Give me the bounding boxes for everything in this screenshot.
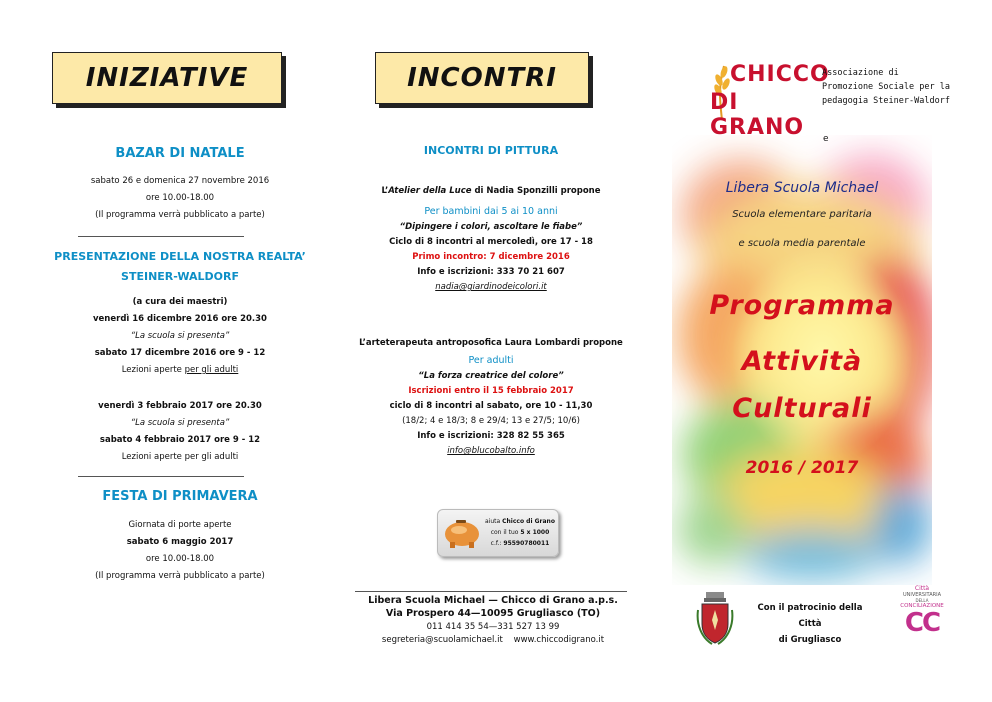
- atelier-intro-pre: L’: [381, 186, 389, 196]
- atelier-intro: [337, 183, 645, 200]
- atelier-email-link[interactable]: nadia@giardinodeicolori.it: [435, 282, 547, 292]
- event-note-2: [30, 362, 330, 379]
- section-title-iniziative: INIZIATIVE: [52, 52, 282, 104]
- badge-line-3: [484, 539, 556, 549]
- badge-line-2-b: 5 x 1000: [520, 529, 550, 536]
- event-quote-2-text: La scuola si presenta”: [135, 418, 230, 428]
- footer-contacts: [341, 634, 645, 646]
- arteterapia-info: Info e iscrizioni: 328 82 55 365: [417, 431, 565, 441]
- footer-email-link[interactable]: segreteria@scuolamichael.it: [381, 635, 503, 645]
- presentazione-cura: (a cura dei maestri): [132, 297, 228, 307]
- arteterapia-registration: Iscrizioni entro il 15 febbraio 2017: [408, 386, 574, 396]
- section-title-incontri: INCONTRI: [375, 52, 589, 104]
- cc-line-4: CONCILIAZIONE: [900, 603, 944, 609]
- event-date-1: venerdì 16 dicembre 2016 ore 20.30: [93, 314, 267, 324]
- atelier-quote: “Dipingere i colori, ascoltare le fiabe”: [399, 222, 583, 232]
- event-date-4: sabato 4 febbraio 2017 ore 9 - 12: [99, 435, 261, 445]
- logo-line-2-b: GRANO: [710, 115, 805, 140]
- arteterapia-dates: (18/2; 4 e 18/3; 8 e 29/4; 13 e 27/5; 10/6): [402, 416, 580, 426]
- program-year: 2016 / 2017: [745, 458, 859, 478]
- five-per-mille-badge: [437, 509, 559, 557]
- presentazione-heading-2: STEINER-WALDORF: [121, 270, 239, 283]
- program-title-3: Culturali: [732, 393, 872, 424]
- column-iniziative: [30, 0, 330, 702]
- bazar-hours: ore 10.00-18.00: [145, 193, 215, 203]
- patronage-line-2: di Grugliasco: [778, 635, 842, 645]
- event-note-2-a: Lezioni aperte: [121, 365, 185, 375]
- patronage-line-1: Con il patrocinio della Città: [757, 603, 863, 629]
- atelier-intro-name: Atelier della Luce: [388, 186, 472, 196]
- event-note-2-b: per gli adulti: [184, 365, 239, 375]
- arteterapia-intro: L’arteterapeuta antroposofica Laura Lombardi propone: [359, 338, 623, 348]
- badge-line-3-a: c.f.:: [490, 540, 504, 547]
- cc-mark-text: CC: [904, 608, 940, 638]
- festa-hours: ore 10.00-18.00: [145, 554, 215, 564]
- festa-heading: FESTA DI PRIMAVERA: [102, 489, 258, 504]
- citta-conciliazione-logo: [892, 585, 952, 645]
- badge-line-1-b: Chicco di Grano: [502, 518, 555, 525]
- school-type-2: e scuola media parentale: [738, 238, 866, 249]
- logo-line-1: CHICCO: [730, 62, 830, 87]
- divider: [78, 236, 244, 237]
- association-line-3: pedagogia Steiner-Waldorf: [822, 96, 950, 106]
- logo-line-2: [710, 90, 828, 140]
- column-cover: [672, 0, 972, 702]
- association-description: [822, 66, 950, 108]
- cc-line-3: DELLA: [915, 598, 929, 603]
- footer-address: Via Prospero 44—10095 Grugliasco (TO): [385, 608, 601, 619]
- footer-website-link[interactable]: www.chiccodigrano.it: [513, 635, 605, 645]
- logo-line-2-a: DI: [710, 90, 739, 115]
- chicco-di-grano-logo: [708, 62, 830, 140]
- badge-line-3-b: 95590780011: [503, 540, 550, 547]
- bazar-dates: sabato 26 e domenica 27 novembre 2016: [90, 176, 270, 186]
- footer-phones: 011 414 35 54—331 527 13 99: [426, 622, 560, 632]
- association-line-1: Associazione di: [822, 68, 899, 78]
- program-title-1: Programma: [709, 290, 895, 321]
- event-quote-2: “La scuola si presenta”: [130, 418, 230, 428]
- atelier-cycle: Ciclo di 8 incontri al mercoledì, ore 17 - 18: [389, 237, 593, 247]
- arteterapia-cycle: ciclo di 8 incontri al sabato, ore 10 - 11,30: [389, 401, 593, 411]
- grugliasco-coat-of-arms: [694, 590, 736, 646]
- arteterapia-email-link[interactable]: info@blucobalto.info: [447, 446, 535, 456]
- festa-line1: Giornata di porte aperte: [128, 520, 232, 530]
- column-incontri: [345, 0, 645, 702]
- piggy-bank-icon: [442, 515, 482, 549]
- event-note-4: Lezioni aperte per gli adulti: [121, 452, 239, 462]
- atelier-first: Primo incontro: 7 dicembre 2016: [412, 252, 570, 262]
- school-type-1: Scuola elementare paritaria: [732, 209, 872, 220]
- incontri-heading: INCONTRI DI PITTURA: [423, 144, 559, 157]
- footer-name: Libera Scuola Michael — Chicco di Grano a.p.s.: [368, 595, 618, 606]
- conjunction-e: e: [823, 134, 829, 144]
- atelier-info: Info e iscrizioni: 333 70 21 607: [417, 267, 565, 277]
- arteterapia-audience: Per adulti: [468, 355, 514, 366]
- patronage-text: [750, 600, 870, 648]
- festa-date: sabato 6 maggio 2017: [126, 537, 234, 547]
- badge-line-1-a: aiuta: [485, 518, 503, 525]
- cc-line-2: UNIVERSITARIA: [902, 592, 942, 598]
- bazar-heading: BAZAR DI NATALE: [115, 146, 245, 161]
- festa-note: (Il programma verrà pubblicato a parte): [95, 571, 265, 581]
- arteterapia-quote: “La forza creatrice del colore”: [418, 371, 564, 381]
- program-title-2: Attività: [741, 346, 863, 377]
- event-quote-1: “La scuola si presenta”: [130, 331, 230, 341]
- school-name: Libera Scuola Michael: [725, 180, 879, 196]
- atelier-audience: Per bambini dai 5 ai 10 anni: [424, 206, 558, 217]
- badge-line-2-a: con il tuo: [490, 529, 521, 536]
- footer-divider: [355, 591, 627, 592]
- event-date-3: venerdì 3 febbraio 2017 ore 20.30: [98, 401, 262, 411]
- cc-mark: [892, 610, 952, 636]
- event-date-2: sabato 17 dicembre 2016 ore 9 - 12: [94, 348, 266, 358]
- association-line-2: Promozione Sociale per la: [822, 82, 950, 92]
- badge-line-2: [484, 528, 556, 538]
- divider: [78, 476, 244, 477]
- bazar-note: (Il programma verrà pubblicato a parte): [95, 210, 265, 220]
- cc-line-1: Città: [914, 585, 930, 592]
- atelier-intro-post: di Nadia Sponzilli propone: [471, 186, 601, 196]
- event-quote-1-text: La scuola si presenta”: [135, 331, 230, 341]
- presentazione-heading-1: PRESENTAZIONE DELLA NOSTRA REALTA’: [54, 250, 306, 263]
- badge-line-1: [484, 517, 556, 527]
